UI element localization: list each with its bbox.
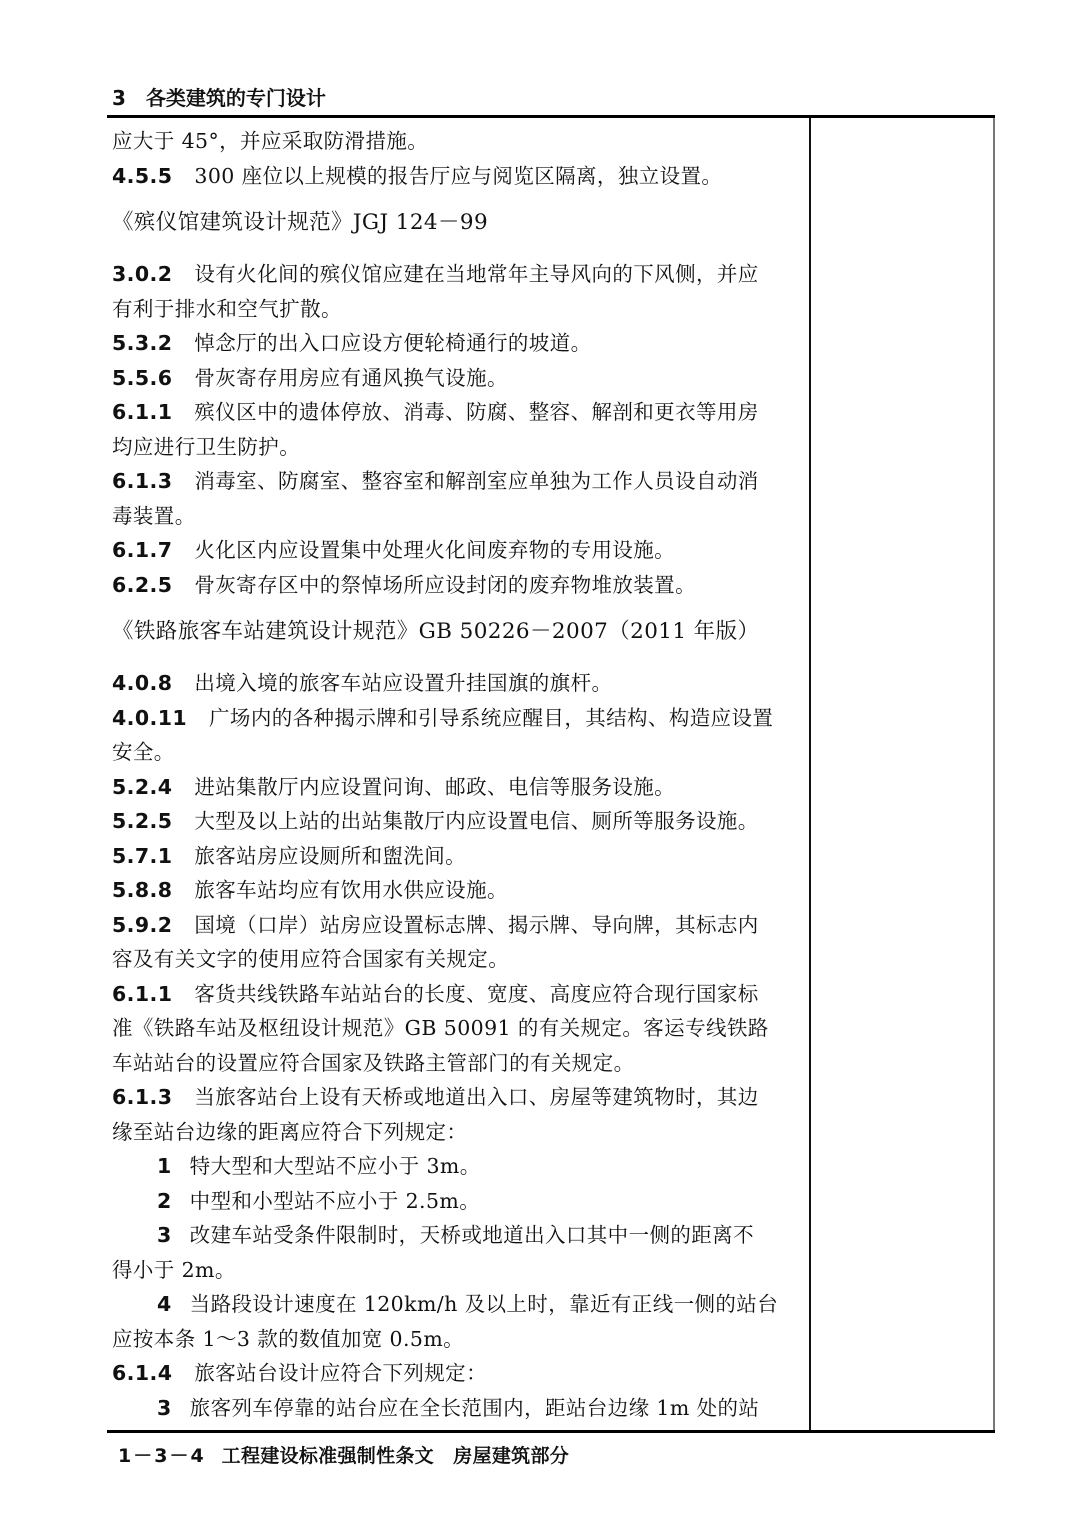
- chapter-number: 3: [112, 86, 126, 110]
- text-line: [112, 464, 802, 499]
- line-text: 当旅客站台上设有天桥或地道出入口、房屋等建筑物时，其边: [194, 1085, 759, 1109]
- text-line: [112, 1287, 802, 1322]
- clause-number: 5.3.2: [112, 331, 173, 355]
- chapter-title: 各类建筑的专门设计: [145, 86, 326, 110]
- clause-number: 5.9.2: [112, 912, 173, 937]
- text-line: [112, 1115, 802, 1150]
- footer-rule: [107, 1430, 995, 1433]
- line-text: 进站集散厅内应设置问询、邮政、电信等服务设施。: [194, 774, 676, 799]
- outer-margin-rule: [993, 118, 995, 1432]
- text-line: [112, 873, 802, 908]
- clause-number: 5.2.5: [112, 809, 173, 833]
- text-line: [112, 1322, 802, 1357]
- text-line: [112, 499, 802, 534]
- text-line: [112, 159, 802, 194]
- line-text: 旅客车站均应有饮用水供应设施。: [194, 878, 508, 902]
- line-text: 安全。: [112, 740, 175, 764]
- line-text: 出境入境的旅客车站应设置升挂国旗的旗杆。: [194, 671, 613, 695]
- line-text: 应大于 45°，并应采取防滑措施。: [112, 129, 429, 153]
- text-line: [112, 1184, 802, 1219]
- text-line: [112, 533, 802, 568]
- clause-number: 6.1.3: [112, 469, 173, 493]
- line-text: 旅客列车停靠的站台应在全长范围内，距站台边缘 1m 处的站: [189, 1395, 760, 1420]
- running-header: [112, 82, 326, 111]
- running-footer: [118, 1441, 569, 1468]
- text-line: [112, 1253, 802, 1288]
- line-text: 旅客站台设计应符合下列规定：: [194, 1361, 487, 1385]
- line-text: 得小于 2m。: [112, 1257, 236, 1282]
- clause-number: 5.2.4: [112, 774, 173, 799]
- text-line: [112, 1218, 802, 1253]
- text-line: [112, 430, 802, 465]
- footer-title: 工程建设标准强制性条文 房屋建筑部分: [221, 1445, 570, 1467]
- line-text: 国境（口岸）站房应设置标志牌、揭示牌、导向牌，其标志内: [194, 912, 759, 937]
- line-text: 容及有关文字的使用应符合国家有关规定。: [112, 947, 510, 971]
- text-line: [112, 361, 802, 396]
- text-line: [112, 326, 802, 361]
- clause-number: 6.2.5: [112, 572, 173, 597]
- line-text: 均应进行卫生防护。: [112, 434, 301, 459]
- page-number: 1－3－4: [118, 1445, 206, 1467]
- clause-number: 6.1.7: [112, 538, 173, 562]
- margin-rule: [809, 118, 811, 1432]
- line-text: 中型和小型站不应小于 2.5m。: [189, 1188, 481, 1213]
- item-number: 1: [157, 1154, 172, 1178]
- text-line: [112, 701, 802, 736]
- text-line: [112, 735, 802, 770]
- clause-number: 5.7.1: [112, 843, 173, 868]
- standard-title: [112, 193, 802, 257]
- line-text: 应按本条 1～3 款的数值加宽 0.5m。: [112, 1326, 465, 1351]
- text-line: [112, 977, 802, 1012]
- text-line: [112, 666, 802, 701]
- text-line: [112, 257, 802, 292]
- line-text: 广场内的各种揭示牌和引导系统应醒目，其结构、构造应设置: [209, 705, 774, 730]
- line-text: 悼念厅的出入口应设方便轮椅通行的坡道。: [194, 331, 592, 355]
- clause-number: 4.5.5: [112, 163, 173, 188]
- line-text: 骨灰寄存区中的祭悼场所应设封闭的废弃物堆放装置。: [194, 572, 696, 597]
- clause-number: 5.8.8: [112, 878, 173, 902]
- text-line: [112, 1011, 802, 1046]
- clause-number: 3.0.2: [112, 262, 173, 286]
- line-text: 火化区内应设置集中处理火化间废弃物的专用设施。: [194, 538, 676, 562]
- text-line: [112, 1356, 802, 1391]
- text-line: [112, 124, 802, 159]
- line-text: 当路段设计速度在 120km/h 及以上时，靠近有正线一侧的站台: [189, 1292, 779, 1316]
- line-text: 特大型和大型站不应小于 3m。: [189, 1154, 481, 1178]
- text-line: [112, 1149, 802, 1184]
- line-text: 殡仪区中的遗体停放、消毒、防腐、整容、解剖和更衣等用房: [194, 400, 759, 424]
- line-text: 准《铁路车站及枢纽设计规范》GB 50091 的有关规定。客运专线铁路: [112, 1016, 769, 1040]
- item-number: 3: [157, 1223, 172, 1247]
- item-number: 2: [157, 1188, 172, 1213]
- line-text: 毒装置。: [112, 503, 196, 528]
- clause-number: 6.1.3: [112, 1085, 173, 1109]
- line-text: 客货共线铁路车站站台的长度、宽度、高度应符合现行国家标: [194, 981, 759, 1006]
- line-text: 300 座位以上规模的报告厅应与阅览区隔离，独立设置。: [194, 163, 723, 188]
- text-line: [112, 1046, 802, 1081]
- page-body: [112, 124, 802, 1425]
- line-text: 旅客站房应设厕所和盥洗间。: [194, 843, 467, 868]
- header-rule: [107, 115, 995, 118]
- line-text: 大型及以上站的出站集散厅内应设置电信、厕所等服务设施。: [194, 809, 759, 833]
- line-text: 缘至站台边缘的距离应符合下列规定：: [112, 1119, 468, 1144]
- clause-number: 5.5.6: [112, 365, 173, 390]
- text-line: [112, 292, 802, 327]
- line-text: 车站站台的设置应符合国家及铁路主管部门的有关规定。: [112, 1050, 635, 1075]
- text-line: [112, 942, 802, 977]
- line-text: 消毒室、防腐室、整容室和解剖室应单独为工作人员设自动消: [194, 469, 759, 493]
- clause-number: 4.0.8: [112, 671, 173, 695]
- line-text: 有利于排水和空气扩散。: [112, 296, 342, 321]
- clause-number: 4.0.11: [112, 705, 188, 730]
- clause-number: 6.1.4: [112, 1361, 173, 1385]
- item-number: 3: [157, 1395, 172, 1420]
- line-text: 《铁路旅客车站建筑设计规范》GB 50226－2007（2011 年版）: [112, 619, 760, 644]
- text-line: [112, 839, 802, 874]
- text-line: [112, 804, 802, 839]
- text-line: [112, 908, 802, 943]
- text-line: [112, 1391, 802, 1426]
- text-line: [112, 568, 802, 603]
- text-line: [112, 395, 802, 430]
- line-text: 设有火化间的殡仪馆应建在当地常年主导风向的下风侧，并应: [194, 262, 759, 286]
- item-number: 4: [157, 1292, 172, 1316]
- line-text: 改建车站受条件限制时，天桥或地道出入口其中一侧的距离不: [189, 1223, 754, 1247]
- text-line: [112, 770, 802, 805]
- text-line: [112, 1080, 802, 1115]
- clause-number: 6.1.1: [112, 400, 173, 424]
- line-text: 《殡仪馆建筑设计规范》JGJ 124－99: [112, 210, 489, 235]
- line-text: 骨灰寄存用房应有通风换气设施。: [194, 365, 508, 390]
- standard-title: [112, 602, 802, 666]
- clause-number: 6.1.1: [112, 981, 173, 1006]
